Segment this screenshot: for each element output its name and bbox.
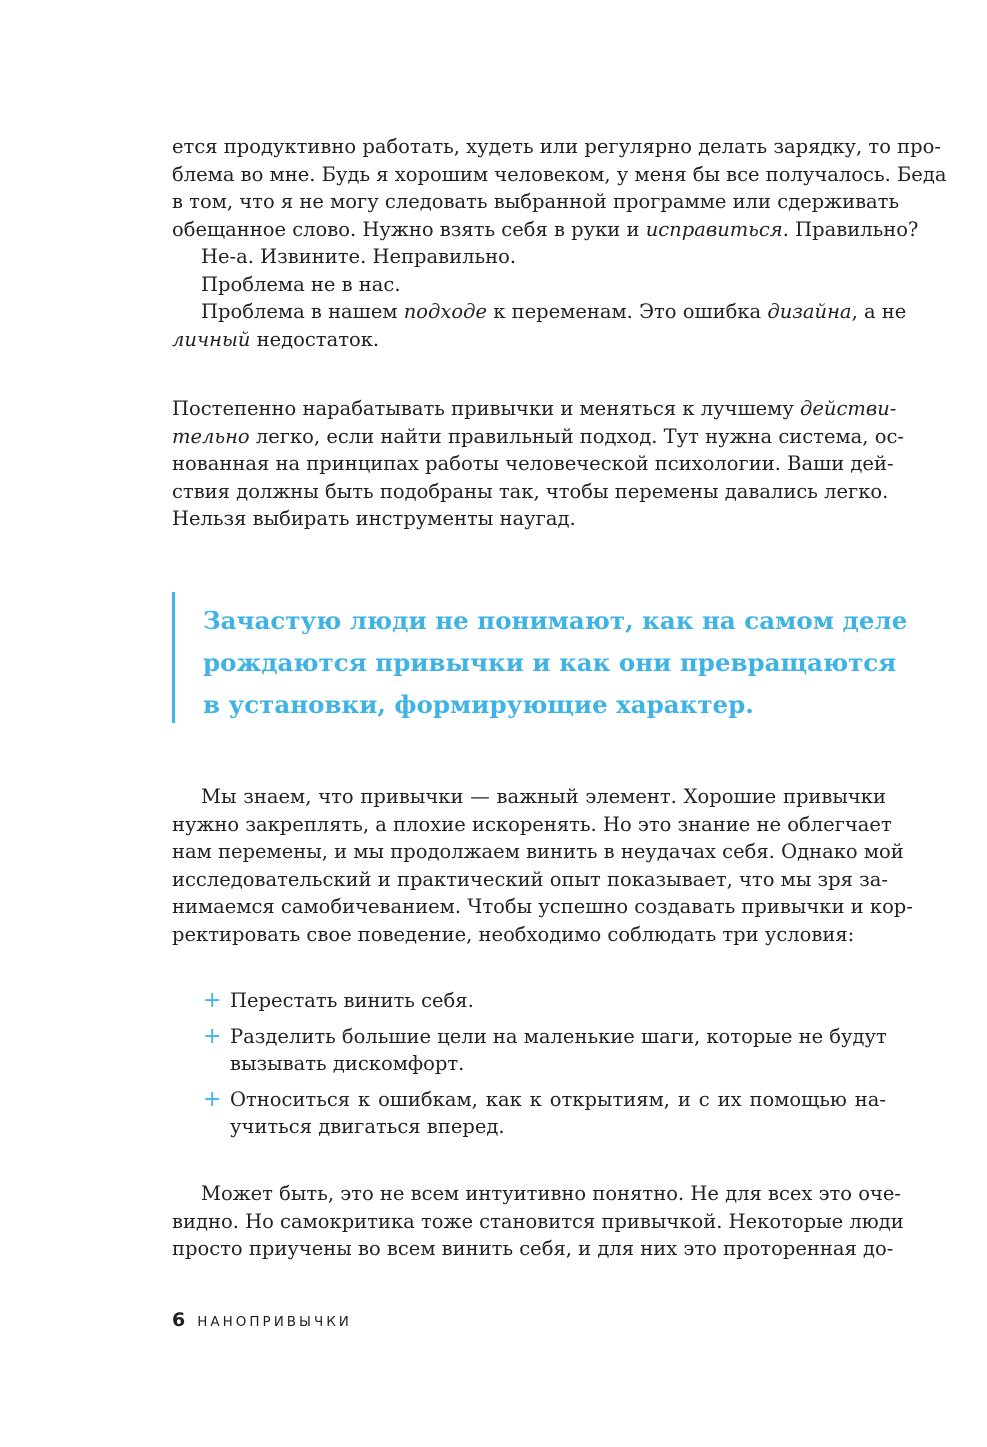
emphasis: подходе <box>403 300 488 323</box>
bullet-list <box>172 987 886 1141</box>
text-line: видно. Но самокритика тоже становится привычкой. Некоторые люди <box>172 1209 904 1233</box>
plus-icon: + <box>203 988 222 1013</box>
pull-quote-line: рождаются привычки и как они превращаются <box>203 648 897 677</box>
page-footer <box>172 1309 352 1331</box>
page-number: 6 <box>172 1309 186 1331</box>
text-line: Разделить большие цели на маленькие шаги, которые не будут <box>230 1024 887 1048</box>
text-line: нам перемены, и мы продолжаем винить в неудачах себя. Однако мой <box>172 840 904 863</box>
pull-quote-line: Зачастую люди не понимают, как на самом деле <box>203 606 908 635</box>
text-line: ректировать свое поведение, необходимо соблюдать три условия: <box>172 922 855 946</box>
text-line: учиться двигаться вперед. <box>230 1115 505 1138</box>
text-line: Может быть, это не всем интуитивно понятно. Не для всех это оче- <box>201 1182 902 1205</box>
text-line: Нельзя выбирать инструменты наугад. <box>172 507 576 530</box>
paragraph <box>172 1180 904 1263</box>
plus-icon: + <box>203 1086 222 1112</box>
text-line: нужно закреплять, а плохие искоренять. Но это знание не облегчает <box>172 812 892 836</box>
text-line: тельно легко, если найти правильный подход. Тут нужна система, ос- <box>172 424 904 448</box>
text-line: блема во мне. Будь я хорошим человеком, у меня бы все получалось. Беда <box>172 162 947 186</box>
list-item <box>172 1023 886 1078</box>
emphasis: дизайна <box>767 300 852 323</box>
text-line: исследовательский и практический опыт показывает, что мы зря за- <box>172 867 889 891</box>
text-line: обещанное слово. Нужно взять себя в руки и исправиться. Правильно? <box>172 217 919 241</box>
text-line: Проблема в нашем подходе к переменам. Это ошибка дизайна, а не <box>201 300 907 323</box>
emphasis: действи- <box>800 397 897 420</box>
text-line: в том, что я не могу следовать выбранной программе или сдерживать <box>172 190 900 213</box>
paragraph-continuation <box>172 133 947 353</box>
text-line: ется продуктивно работать, худеть или регулярно делать зарядку, то про- <box>172 135 941 158</box>
text-line: ствия должны быть подобраны так, чтобы перемены давались легко. <box>172 479 889 503</box>
text-line: Мы знаем, что привычки — важный элемент. Хорошие привычки <box>201 785 886 808</box>
text-line: нованная на принципах работы человеческой психологии. Ваши дей- <box>172 452 894 475</box>
pull-quote <box>203 600 908 726</box>
text-line: Перестать винить себя. <box>230 989 474 1012</box>
plus-icon: + <box>203 1023 222 1049</box>
pull-quote-bar <box>172 592 175 723</box>
pull-quote-line: в установки, формирующие характер. <box>203 690 754 719</box>
text-line: Не-а. Извините. Неправильно. <box>201 245 517 268</box>
text-line: Проблема не в нас. <box>201 272 401 296</box>
emphasis: личный <box>172 327 251 351</box>
emphasis: тельно <box>172 424 250 448</box>
text-line: вызывать дискомфорт. <box>230 1052 465 1075</box>
emphasis: исправиться. <box>645 217 789 241</box>
running-head: НАНОПРИВЫЧКИ <box>197 1314 352 1330</box>
text-line: личный недостаток. <box>172 327 380 351</box>
text-line: нимаемся самобичеванием. Чтобы успешно создавать привычки и кор- <box>172 895 913 918</box>
paragraph <box>172 395 904 533</box>
paragraph <box>172 783 913 948</box>
text-line: просто приучены во всем винить себя, и для них это проторенная до- <box>172 1237 894 1260</box>
list-item <box>172 1086 886 1141</box>
list-item <box>172 987 886 1015</box>
text-line: Относиться к ошибкам, как к открытиям, и с их помощью на- <box>230 1087 886 1111</box>
text-line: Постепенно нарабатывать привычки и меняться к лучшему действи- <box>172 397 897 420</box>
